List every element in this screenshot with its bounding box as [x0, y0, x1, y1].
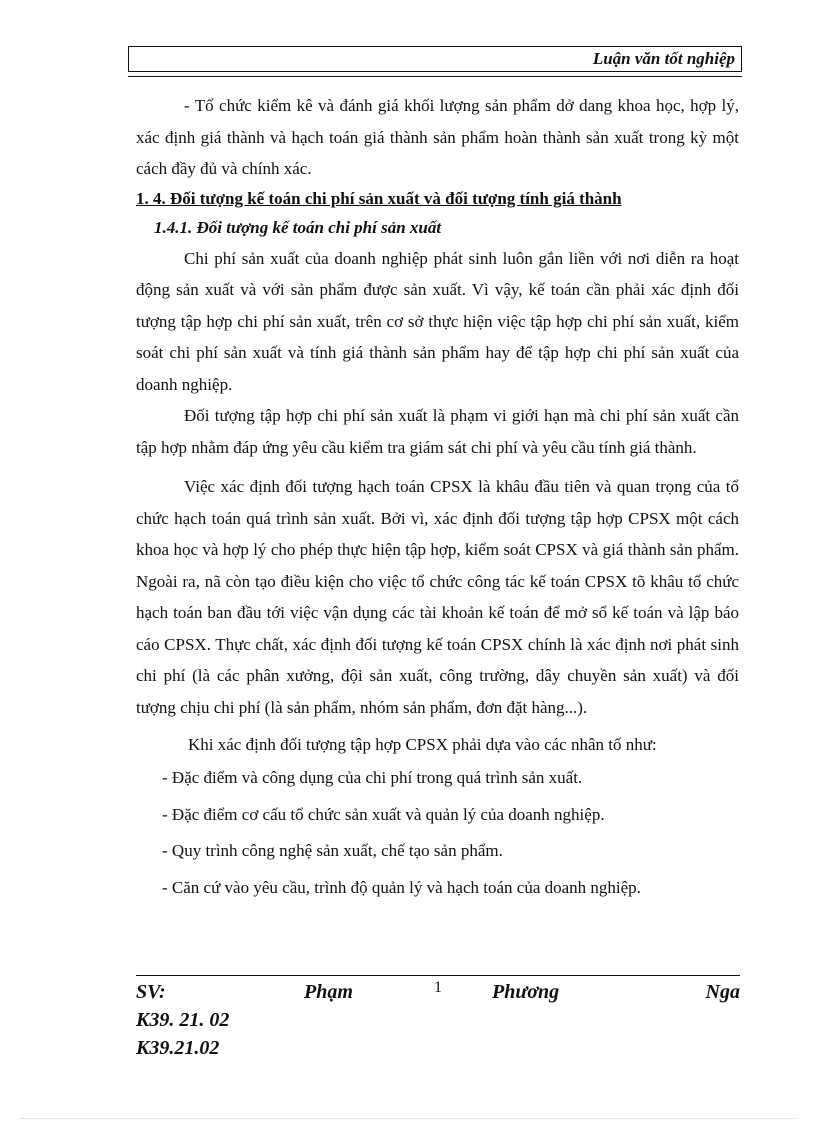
subsection-heading: 1.4.1. Đối tượng kế toán chi phí sản xuất: [154, 217, 442, 237]
header-title: Luận văn tốt nghiệp: [592, 49, 735, 68]
body-paragraph: Việc xác định đối tượng hạch toán CPSX là khâu đầu tiên và quan trọng của tổ chức hạch toán quá trình sản xuất. Bởi vì, xác định đối tượng tập hợp CPSX một cách khoa học và hợp lý cho phép thực hiện tập hợp, kiểm soát CPSX và giá thành sản phẩm. Ngoài ra, nã còn tạo điều kiện cho việc tổ chức công tác kế toán CPSX tõ khâu tổ chức hạch toán ban đầu tới việc vận dụng các tài khoản kế toán để mở sổ kế toán và lập báo cáo CPSX. Thực chất, xác định đối tượng kế toán CPSX chính là xác định nơi phát sinh chi phí (là các phân xưởng, đội sản xuất, công trường, dây chuyền sản xuất) và đối tượng chịu chi phí (là sản phẩm, nhóm sản phẩm, đơn đặt hàng...).: [136, 477, 739, 717]
list-item: - Căn cứ vào yêu cầu, trình độ quản lý và hạch toán của doanh nghiệp.: [162, 877, 641, 897]
list-item: - Quy trình công nghệ sản xuất, chế tạo sản phẩm.: [162, 841, 503, 860]
footer-middle-name: Phương: [492, 981, 560, 1003]
section-heading: 1. 4. Đối tượng kế toán chi phí sản xuất và đối tượng tính giá thành: [136, 188, 622, 208]
footer-class-code: K39.21.02: [136, 1037, 220, 1059]
page-bottom-edge: [20, 1118, 796, 1119]
page-footer: [136, 978, 740, 1062]
footer-family-name: Phạm: [304, 981, 353, 1003]
intro-paragraph: - Tổ chức kiểm kê và đánh giá khối lượng sản phẩm dở dang khoa học, hợp lý, xác định giá thành và hạch toán giá thành sản phẩm hoàn thành sản xuất trong kỳ một cách đầy đủ và chính xác.: [136, 96, 739, 178]
list-intro: Khi xác định đối tượng tập hợp CPSX phải dựa vào các nhân tố như:: [188, 735, 657, 754]
header-rule: [128, 76, 742, 77]
page-number: 1: [434, 979, 442, 996]
footer-sv-label: SV:: [136, 981, 166, 1003]
footer-class-code: K39. 21. 02: [136, 1009, 230, 1031]
footer-given-name: Nga: [705, 981, 740, 1003]
page-header: [128, 46, 742, 72]
body-paragraph: Đối tượng tập hợp chi phí sản xuất là phạm vi giới hạn mà chi phí sản xuất cần tập hợp nhằm đáp ứng yêu cầu kiểm tra giám sát chi phí và yêu cầu tính giá thành.: [136, 406, 739, 457]
page-body: [136, 90, 739, 906]
list-item: - Đặc điểm và công dụng của chi phí trong quá trình sản xuất.: [162, 768, 583, 787]
body-paragraph: Chi phí sản xuất của doanh nghiệp phát sinh luôn gắn liền với nơi diễn ra hoạt động sản xuất và với sản phẩm được sản xuất. Vì vậy, kế toán cần phải xác định đối tượng tập hợp chi phí sản xuất, trên cơ sở thực hiện việc tập hợp chi phí sản xuất, kiểm soát chi phí sản xuất và tính giá thành sản phẩm hay để tập hợp chi phí sản xuất của doanh nghiệp.: [136, 248, 739, 394]
list-item: - Đặc điểm cơ cấu tổ chức sản xuất và quản lý của doanh nghiệp.: [162, 804, 605, 824]
